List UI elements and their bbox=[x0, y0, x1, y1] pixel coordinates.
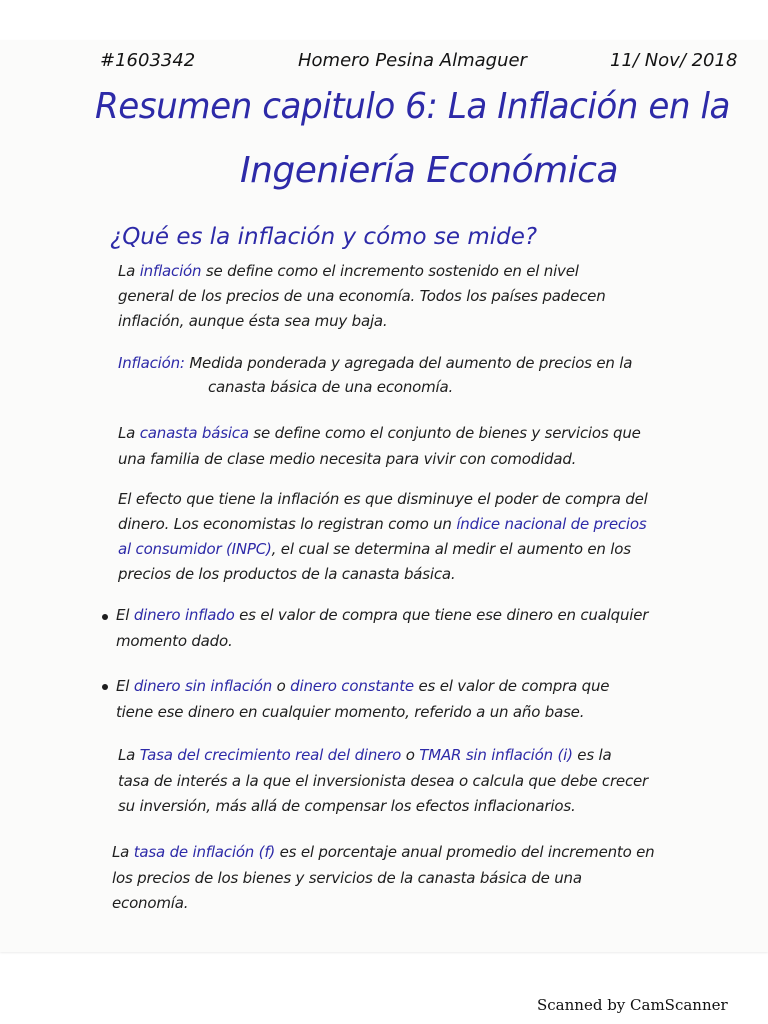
efecto-term-inpc-abbr: al consumidor (INPC) bbox=[118, 540, 272, 558]
bullet1-term: dinero inflado bbox=[133, 606, 235, 624]
definition-line-2: canasta básica de una economía. bbox=[208, 378, 454, 396]
tasa-text: La bbox=[118, 746, 140, 764]
bullet2-line-2: tiene ese dinero en cualquier momento, referido a un año base. bbox=[116, 703, 585, 721]
bullet1-line-1 bbox=[116, 606, 648, 624]
title-line-2: Ingeniería Económica bbox=[240, 150, 619, 191]
tasa-line-1 bbox=[118, 746, 611, 764]
tasa-line-3: su inversión, más allá de compensar los efectos inflacionarios. bbox=[118, 797, 576, 815]
student-id: #1603342 bbox=[100, 50, 196, 71]
efecto-line-2 bbox=[118, 515, 647, 533]
tasa-line-2: tasa de interés a la que el inversionista desea o calcula que debe crecer bbox=[118, 772, 649, 790]
canasta-text: se define como el conjunto de bienes y servicios que bbox=[248, 424, 641, 442]
intro-line-3: inflación, aunque ésta sea muy baja. bbox=[118, 312, 388, 330]
section-question: ¿Qué es la inflación y cómo se mide? bbox=[110, 224, 538, 250]
canasta-term: canasta básica bbox=[139, 424, 249, 442]
bullet1-text: El bbox=[116, 606, 134, 624]
tasa-term-crecimiento: Tasa del crecimiento real del dinero bbox=[139, 746, 402, 764]
bullet2-term-constante: dinero constante bbox=[290, 677, 414, 695]
tasa-inflacion-term: tasa de inflación (f) bbox=[133, 843, 276, 861]
efecto-line-1: El efecto que tiene la inflación es que disminuye el poder de compra del bbox=[118, 490, 648, 508]
efecto-text: , el cual se determina al medir el aumento en los bbox=[271, 540, 631, 558]
tasa-inflacion-text: La bbox=[112, 843, 134, 861]
tasa-text: o bbox=[401, 746, 420, 764]
intro-term: inflación bbox=[139, 262, 202, 280]
bullet2-line-1 bbox=[116, 677, 609, 695]
tasa-term-tmar: TMAR sin inflación (i) bbox=[419, 746, 573, 764]
intro-line-2: general de los precios de una economía. Todos los países padecen bbox=[118, 287, 606, 305]
bullet2-text: El bbox=[116, 677, 134, 695]
bullet1-line-2: momento dado. bbox=[116, 632, 233, 650]
author-name: Homero Pesina Almaguer bbox=[298, 50, 527, 71]
canasta-line-1 bbox=[118, 424, 641, 442]
efecto-line-3 bbox=[118, 540, 631, 558]
definition-term: Inflación: bbox=[118, 354, 185, 372]
tasa-inflacion-line-2: los precios de los bienes y servicios de la canasta básica de una bbox=[112, 869, 582, 887]
tasa-inflacion-line-1 bbox=[112, 843, 654, 861]
tasa-text: es la bbox=[572, 746, 612, 764]
canasta-line-2: una familia de clase medio necesita para vivir con comodidad. bbox=[118, 450, 577, 468]
efecto-line-4: precios de los productos de la canasta básica. bbox=[118, 565, 456, 583]
efecto-term-inpc: índice nacional de precios bbox=[456, 515, 647, 533]
intro-line-1 bbox=[118, 262, 579, 280]
definition-line-1 bbox=[118, 354, 632, 372]
canasta-text: La bbox=[118, 424, 140, 442]
tasa-inflacion-text: es el porcentaje anual promedio del incremento en bbox=[275, 843, 655, 861]
title-line-1: Resumen capitulo 6: La Inflación en la bbox=[95, 86, 730, 127]
scanner-watermark: Scanned by CamScanner bbox=[537, 996, 728, 1014]
definition-text: Medida ponderada y agregada del aumento de precios en la bbox=[189, 354, 633, 372]
efecto-text: dinero. Los economistas lo registran como un bbox=[118, 515, 457, 533]
bullet2-term-sin-inflacion: dinero sin inflación bbox=[133, 677, 273, 695]
bullet-dot bbox=[102, 684, 108, 690]
bullet-dot bbox=[102, 614, 108, 620]
date: 11/ Nov/ 2018 bbox=[610, 50, 738, 71]
bullet2-text: es el valor de compra que bbox=[413, 677, 610, 695]
bullet1-text: es el valor de compra que tiene ese dinero en cualquier bbox=[234, 606, 649, 624]
intro-text: se define como el incremento sostenido en el nivel bbox=[201, 262, 579, 280]
intro-text: La bbox=[118, 262, 140, 280]
tasa-inflacion-line-3: economía. bbox=[112, 894, 189, 912]
bullet2-text: o bbox=[272, 677, 291, 695]
